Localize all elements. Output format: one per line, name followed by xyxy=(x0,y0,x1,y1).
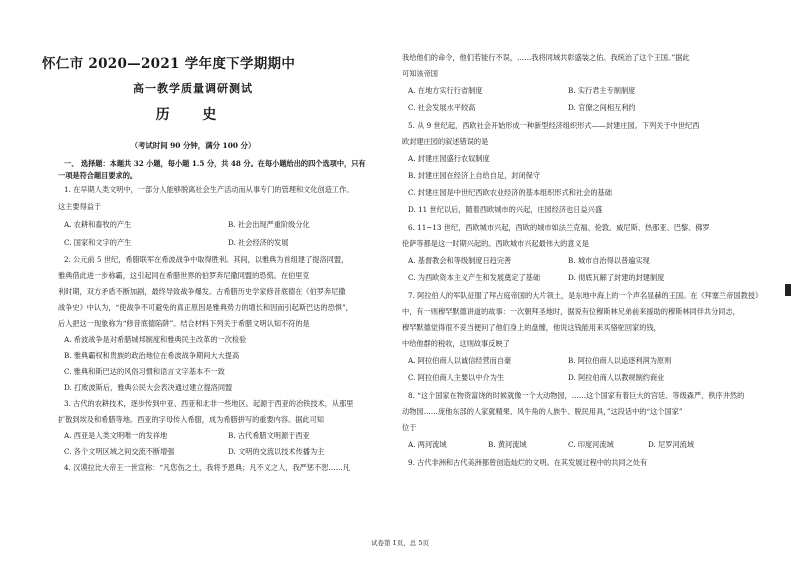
question-text: 可知该帝国 xyxy=(402,69,438,78)
question-text: 5. 从 9 世纪起，西欧社会开始形成一种新型经济组织形式——封建庄园。下列关于中世纪西 xyxy=(408,121,700,130)
question-text: 2. 公元前 5 世纪，希腊联军在希波战争中取得胜利。其间，以雅典为首组建了提洛同盟， xyxy=(64,255,349,264)
edge-mark xyxy=(785,284,791,296)
option-a: A. 农耕和畜牧的产生 xyxy=(64,220,132,229)
question-text: 7. 阿拉伯人的军队征服了拜占庭帝国的大片领土，是东地中海上的一个声名显赫的王国。在《拜塞兰帝国教授》 xyxy=(408,291,763,300)
instruction-line: 一项是符合题目要求的。 xyxy=(58,171,138,180)
question-text: 伦萨等都是这一时期兴起的。西欧城市兴起最伟大的意义是 xyxy=(402,239,589,248)
option-a: A. 希波战争是对希腊城邦制度和雅典民主改革的一次检验 xyxy=(64,335,247,344)
option-d: D. 11 世纪以后，随着西欧城市的兴起，庄园经济也日益兴盛 xyxy=(408,205,603,214)
option-b: B. 实行君主专制制度 xyxy=(568,86,636,95)
question-text: 动物园……庞他东部的人家就精果、风牛角的人族牛、脱民用具，”这段话中的“这个国家” xyxy=(402,407,683,416)
question-text: 4. 汉谟拉比大帝王一世宣称：“凡您伤之土，我将予恩典；凡不义之人，我严惩不恕……凡 xyxy=(64,463,350,472)
option-b: B. 城市自治得以普遍实现 xyxy=(568,256,650,265)
question-text: 穆罕默德觉得很不妥当便问了他们身上的盘缠，他说这钱能用来买骆驼回家的钱， xyxy=(402,323,661,332)
option-a: A. 基督教会和等级制度日趋完善 xyxy=(408,256,512,265)
option-a: A. 两河流域 xyxy=(408,440,447,449)
subject-title: 历 史 xyxy=(155,107,231,123)
option-c: C. 各个文明区域之间交流不断增强 xyxy=(64,447,175,456)
option-c: C. 社会发展水平较高 xyxy=(408,103,476,112)
option-c: C. 为西欧资本主义产生和发展奠定了基础 xyxy=(408,273,541,282)
question-text: 中，有一则穆罕默德讲道的故事：一次朝拜圣地时，据说有位穆斯林兄弟前来援助的穆斯林同伴共分同志， xyxy=(402,307,740,316)
question-text: 6. 11~13 世纪，西欧城市兴起，西欧的城市如法兰克福、伦敦、威尼斯、热那亚、巴黎、佛罗 xyxy=(408,223,710,232)
exam-info: （考试时间 90 分钟，满分 100 分） xyxy=(130,141,256,150)
option-b: B. 阿拉伯商人以追逐利润为原则 xyxy=(568,356,672,365)
question-text: 欧封建庄园的叙述错误的是 xyxy=(402,137,489,146)
option-c: C. 国家和文字的产生 xyxy=(64,238,132,247)
question-text: 这主要得益于 xyxy=(58,202,102,211)
option-a: A. 在地方实行行省制度 xyxy=(408,86,483,95)
option-d: D. 社会经济的发展 xyxy=(228,238,289,247)
question-text: 8. “这个国家在物资富饶的时候就像一个大动物园，……这个国家有着巨大的宫廷、等级森严、秩序井然的 xyxy=(408,391,745,400)
question-text: 战争史》中认为，“使战争不可避免的真正原因是雅典势力的增长和因而引起斯巴达的恐惧”， xyxy=(58,303,353,312)
option-d: D. 阿拉伯商人以教规制约商业 xyxy=(568,373,665,382)
option-a: A. 阿拉伯商人以诚信经营而自豪 xyxy=(408,356,512,365)
option-b: B. 黄河流域 xyxy=(488,440,527,449)
question-text: 利时期，双方矛盾不断加剧，最终导致战争爆发。古希腊历史学家修昔底德在《伯罗奔尼撒 xyxy=(58,287,346,296)
option-a: A. 封建庄园盛行农奴制度 xyxy=(408,154,490,163)
question-text: 我给他们的命令，他们若能行不误，……我将同域共彰盛装之佑。我统治了这个王国。”据此 xyxy=(402,53,690,62)
option-c: C. 雅典和斯巴达的风俗习惯和语言文字基本不一致 xyxy=(64,367,225,376)
option-d: D. 打败波斯后，雅典公民大会表决通过建立提洛同盟 xyxy=(64,383,233,392)
option-d: D. 文明的交流以技术传播为主 xyxy=(228,447,325,456)
question-text: 3. 古代的农耕技术，逐步传到中亚、西亚和北非一些地区。起源于西亚的冶铁技术，从那里 xyxy=(64,399,354,408)
option-d: D. 彻底瓦解了封建的封建制度 xyxy=(568,273,665,282)
question-text: 后人把这一现象称为“修昔底德陷阱”。结合材料下列关于希腊文明认知不符的是 xyxy=(58,319,310,328)
question-text: 雅典借此进一步称霸，这引起同在希腊世界的伯罗奔尼撒同盟的恐慌。在伯里克 xyxy=(58,271,310,280)
option-c: C. 阿拉伯商人主要以中介为生 xyxy=(408,373,505,382)
instruction-line: 一、 选择题：本题共 32 小题，每小题 1.5 分，共 48 分。在每小题给出的四个选项中，只有 xyxy=(64,159,366,168)
question-text: 位于 xyxy=(402,423,417,432)
option-b: B. 社会出现严重阶级分化 xyxy=(228,220,310,229)
option-b: B. 雅典霸权和贵族的政治地位在希波战争期间大大提高 xyxy=(64,351,240,360)
page-footer: 试卷第 1页，总 5页 xyxy=(371,539,429,547)
option-c: C. 印度河流域 xyxy=(568,440,614,449)
question-text: 9. 古代非洲和古代美洲都曾创造灿烂的文明。在其发展过程中的共同之处有 xyxy=(408,458,648,467)
exam-title-line2: 高一教学质量调研测试 xyxy=(133,82,253,95)
option-d: D. 官僚之间相互利约 xyxy=(568,103,636,112)
option-b: B. 古代希腊文明源于西亚 xyxy=(228,431,310,440)
option-a: A. 西亚是人类文明唯一的发祥地 xyxy=(64,431,168,440)
exam-title-line1: 怀仁市 2020—2021 学年度下学期期中 xyxy=(42,56,296,72)
question-text: 中给他群的税收，这则故事反映了 xyxy=(402,339,510,348)
option-c: C. 封建庄园是中世纪西欧农业经济的基本组织形式和社会的基础 xyxy=(408,188,612,197)
option-b: B. 封建庄园在经济上自给自足，封闭保守 xyxy=(408,171,541,180)
option-d: D. 尼罗河流域 xyxy=(648,440,695,449)
question-text: 扩散到埃及和希腊等地。西亚的字母传入希腊，成为希腊拼写的重要内容。据此可知 xyxy=(58,415,324,424)
question-text: 1. 在早期人类文明中，一部分人能够脱离社会生产活动而从事专门的管理和文化创造工作。 xyxy=(64,185,354,194)
